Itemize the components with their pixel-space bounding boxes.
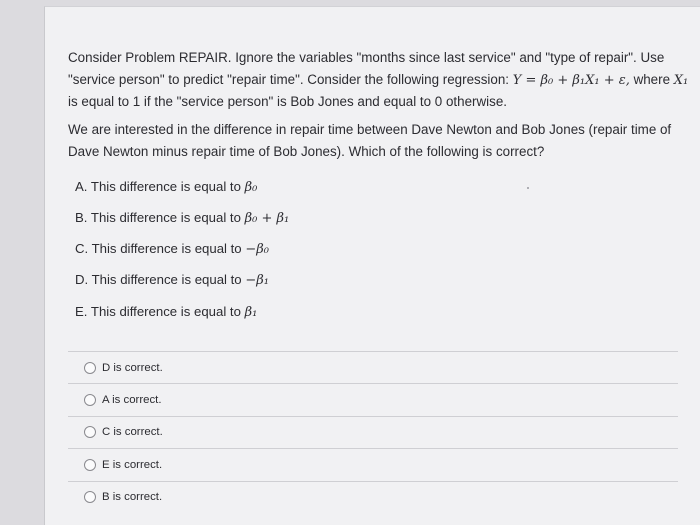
- option-e: [75, 304, 257, 320]
- intro-text-a: Consider Problem REPAIR. Ignore the variables "months since last service" and "type of repair". Use "service person" to predict "repair time". Consider the following regression:: [68, 50, 665, 87]
- intro-text-b: where: [629, 71, 674, 87]
- answer-choice-b[interactable]: [68, 481, 678, 513]
- question-prompt: We are interested in the difference in repair time between Dave Newton and Bob Jones (repair time of Dave Newton minus repair time of Bob Jones). Which of the following is correct?: [68, 122, 672, 159]
- option-d-expr: −β₁: [245, 273, 269, 288]
- answer-choices: [68, 351, 678, 513]
- option-c: [75, 241, 269, 257]
- radio-button[interactable]: [84, 394, 96, 406]
- answer-choice-a[interactable]: [68, 383, 678, 415]
- answer-label[interactable]: C is correct.: [102, 426, 163, 439]
- answer-choice-e[interactable]: [68, 448, 678, 480]
- option-c-expr: −β₀: [245, 242, 269, 257]
- answer-choice-d[interactable]: [68, 351, 678, 383]
- answer-choice-c[interactable]: [68, 416, 678, 448]
- option-b: [75, 210, 289, 226]
- option-d: [75, 272, 269, 288]
- answer-label[interactable]: B is correct.: [102, 491, 163, 504]
- indicator-variable: X₁: [673, 72, 689, 88]
- option-d-text: D. This difference is equal to: [75, 272, 246, 287]
- question-card: [44, 6, 700, 525]
- option-b-text: B. This difference is equal to: [75, 210, 245, 225]
- answer-label[interactable]: A is correct.: [102, 394, 162, 407]
- question-intro: [68, 47, 693, 113]
- stray-dot: [527, 187, 529, 189]
- option-e-expr: β₁: [244, 305, 258, 320]
- regression-equation: Y = β₀ + β₁X₁ + ε,: [512, 72, 630, 88]
- answer-label[interactable]: D is correct.: [102, 361, 163, 374]
- option-c-text: C. This difference is equal to: [75, 241, 246, 256]
- radio-button[interactable]: [84, 362, 96, 374]
- radio-button[interactable]: [84, 491, 96, 503]
- answer-label[interactable]: E is correct.: [102, 458, 163, 471]
- option-e-text: E. This difference is equal to: [75, 304, 245, 319]
- option-a-expr: β₀: [244, 180, 258, 195]
- option-b-expr: β₀ + β₁: [244, 211, 290, 226]
- intro-text-c: is equal to 1 if the "service person" is Bob Jones and equal to 0 otherwise.: [68, 94, 508, 109]
- option-a: [75, 179, 257, 195]
- radio-button[interactable]: [84, 426, 96, 438]
- radio-button[interactable]: [84, 459, 96, 471]
- option-a-text: A. This difference is equal to: [75, 179, 245, 194]
